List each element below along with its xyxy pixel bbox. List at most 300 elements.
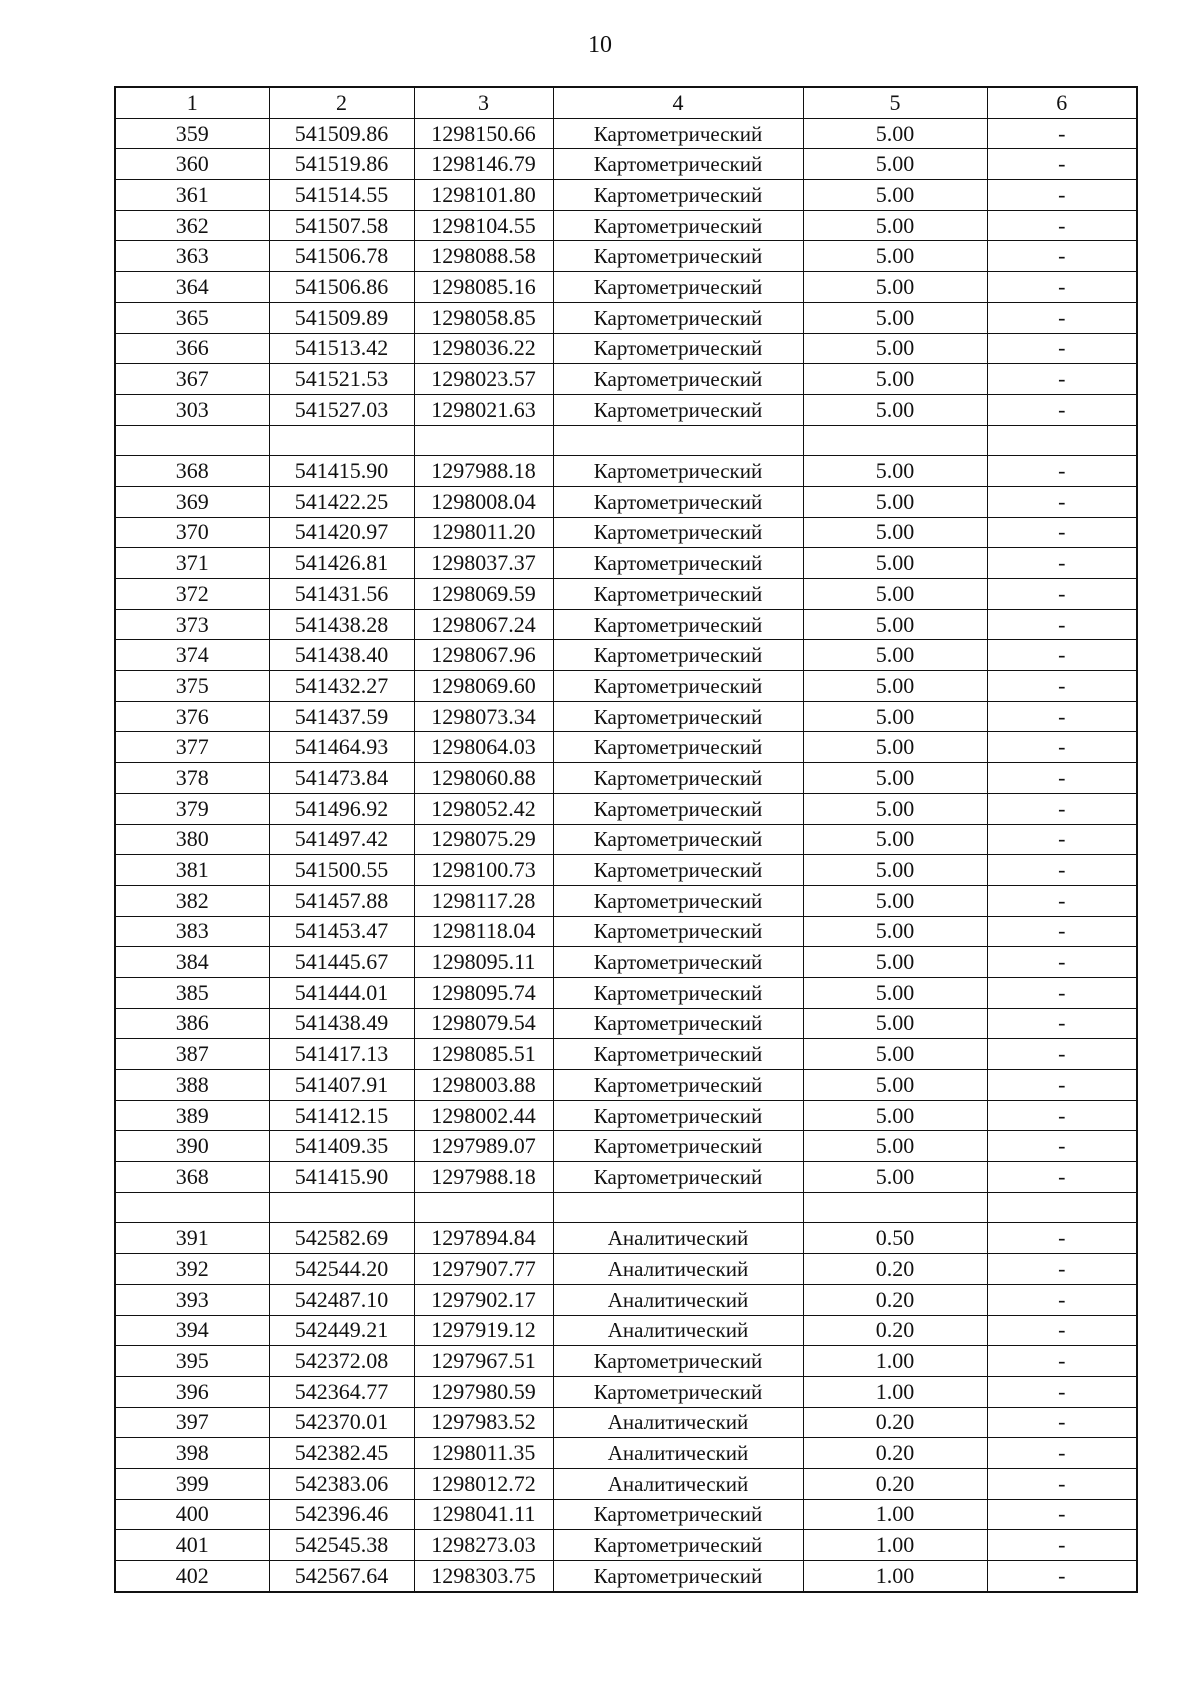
y-coordinate-cell bbox=[414, 1192, 553, 1223]
note-cell: - bbox=[987, 241, 1137, 272]
method-cell: Картометрический bbox=[553, 609, 803, 640]
method-cell: Картометрический bbox=[553, 1162, 803, 1193]
note-cell: - bbox=[987, 1008, 1137, 1039]
method-cell: Картометрический bbox=[553, 364, 803, 395]
point-number-cell: 370 bbox=[115, 517, 269, 548]
point-number-cell: 369 bbox=[115, 486, 269, 517]
point-number-cell: 380 bbox=[115, 824, 269, 855]
table-row bbox=[115, 1561, 1137, 1592]
point-number-cell: 385 bbox=[115, 977, 269, 1008]
note-cell: - bbox=[987, 1468, 1137, 1499]
accuracy-cell: 5.00 bbox=[803, 118, 987, 149]
method-cell: Картометрический bbox=[553, 1561, 803, 1592]
note-cell: - bbox=[987, 732, 1137, 763]
point-number-cell: 365 bbox=[115, 302, 269, 333]
table-row bbox=[115, 456, 1137, 487]
y-coordinate-cell: 1298008.04 bbox=[414, 486, 553, 517]
table-row bbox=[115, 640, 1137, 671]
note-cell: - bbox=[987, 118, 1137, 149]
accuracy-cell: 5.00 bbox=[803, 180, 987, 211]
method-cell: Картометрический bbox=[553, 1100, 803, 1131]
y-coordinate-cell: 1298041.11 bbox=[414, 1499, 553, 1530]
y-coordinate-cell: 1298085.51 bbox=[414, 1039, 553, 1070]
point-number-cell: 363 bbox=[115, 241, 269, 272]
x-coordinate-cell: 541438.49 bbox=[269, 1008, 414, 1039]
y-coordinate-cell: 1298069.59 bbox=[414, 579, 553, 610]
accuracy-cell: 0.20 bbox=[803, 1468, 987, 1499]
accuracy-cell: 5.00 bbox=[803, 517, 987, 548]
table-row bbox=[115, 1162, 1137, 1193]
note-cell: - bbox=[987, 1376, 1137, 1407]
x-coordinate-cell: 542383.06 bbox=[269, 1468, 414, 1499]
point-number-cell: 399 bbox=[115, 1468, 269, 1499]
x-coordinate-cell: 541432.27 bbox=[269, 671, 414, 702]
x-coordinate-cell: 541409.35 bbox=[269, 1131, 414, 1162]
note-cell: - bbox=[987, 548, 1137, 579]
y-coordinate-cell: 1298100.73 bbox=[414, 855, 553, 886]
note-cell: - bbox=[987, 1561, 1137, 1592]
x-coordinate-cell: 542364.77 bbox=[269, 1376, 414, 1407]
x-coordinate-cell: 541438.28 bbox=[269, 609, 414, 640]
accuracy-cell: 0.20 bbox=[803, 1438, 987, 1469]
method-cell: Аналитический bbox=[553, 1468, 803, 1499]
method-cell: Картометрический bbox=[553, 241, 803, 272]
y-coordinate-cell: 1298023.57 bbox=[414, 364, 553, 395]
accuracy-cell: 5.00 bbox=[803, 456, 987, 487]
method-cell: Картометрический bbox=[553, 333, 803, 364]
note-cell: - bbox=[987, 1070, 1137, 1101]
method-cell: Аналитический bbox=[553, 1254, 803, 1285]
y-coordinate-cell: 1298011.20 bbox=[414, 517, 553, 548]
page-number: 10 bbox=[588, 32, 612, 58]
accuracy-cell: 1.00 bbox=[803, 1530, 987, 1561]
y-coordinate-cell: 1298067.96 bbox=[414, 640, 553, 671]
note-cell: - bbox=[987, 640, 1137, 671]
method-cell: Картометрический bbox=[553, 793, 803, 824]
table-header-row bbox=[115, 87, 1137, 118]
method-cell: Картометрический bbox=[553, 456, 803, 487]
point-number-cell: 361 bbox=[115, 180, 269, 211]
x-coordinate-cell: 541444.01 bbox=[269, 977, 414, 1008]
accuracy-cell: 5.00 bbox=[803, 241, 987, 272]
table-body bbox=[115, 87, 1137, 1592]
table-row bbox=[115, 671, 1137, 702]
x-coordinate-cell: 542449.21 bbox=[269, 1315, 414, 1346]
note-cell: - bbox=[987, 824, 1137, 855]
method-cell: Аналитический bbox=[553, 1407, 803, 1438]
column-header: 4 bbox=[553, 87, 803, 118]
y-coordinate-cell: 1298011.35 bbox=[414, 1438, 553, 1469]
accuracy-cell: 0.50 bbox=[803, 1223, 987, 1254]
point-number-cell: 373 bbox=[115, 609, 269, 640]
y-coordinate-cell: 1298118.04 bbox=[414, 916, 553, 947]
table-row bbox=[115, 885, 1137, 916]
x-coordinate-cell: 541415.90 bbox=[269, 456, 414, 487]
point-number-cell: 360 bbox=[115, 149, 269, 180]
y-coordinate-cell: 1298095.11 bbox=[414, 947, 553, 978]
y-coordinate-cell: 1298146.79 bbox=[414, 149, 553, 180]
y-coordinate-cell: 1298104.55 bbox=[414, 210, 553, 241]
x-coordinate-cell: 541509.86 bbox=[269, 118, 414, 149]
note-cell: - bbox=[987, 1284, 1137, 1315]
x-coordinate-cell: 541507.58 bbox=[269, 210, 414, 241]
table-row bbox=[115, 977, 1137, 1008]
accuracy-cell bbox=[803, 425, 987, 456]
x-coordinate-cell: 541506.86 bbox=[269, 272, 414, 303]
accuracy-cell: 5.00 bbox=[803, 210, 987, 241]
accuracy-cell: 5.00 bbox=[803, 579, 987, 610]
method-cell: Картометрический bbox=[553, 1039, 803, 1070]
y-coordinate-cell: 1298012.72 bbox=[414, 1468, 553, 1499]
x-coordinate-cell: 542372.08 bbox=[269, 1346, 414, 1377]
method-cell: Картометрический bbox=[553, 1499, 803, 1530]
note-cell: - bbox=[987, 456, 1137, 487]
column-header: 5 bbox=[803, 87, 987, 118]
accuracy-cell: 5.00 bbox=[803, 824, 987, 855]
table-row bbox=[115, 1438, 1137, 1469]
method-cell: Картометрический bbox=[553, 1070, 803, 1101]
x-coordinate-cell: 542396.46 bbox=[269, 1499, 414, 1530]
table-row bbox=[115, 1254, 1137, 1285]
table-row bbox=[115, 793, 1137, 824]
note-cell: - bbox=[987, 1499, 1137, 1530]
table-row bbox=[115, 1039, 1137, 1070]
table-row bbox=[115, 1468, 1137, 1499]
method-cell: Аналитический bbox=[553, 1223, 803, 1254]
accuracy-cell: 5.00 bbox=[803, 640, 987, 671]
x-coordinate-cell: 542567.64 bbox=[269, 1561, 414, 1592]
x-coordinate-cell bbox=[269, 425, 414, 456]
table-row bbox=[115, 394, 1137, 425]
y-coordinate-cell: 1298150.66 bbox=[414, 118, 553, 149]
point-number-cell: 397 bbox=[115, 1407, 269, 1438]
note-cell: - bbox=[987, 1407, 1137, 1438]
method-cell: Картометрический bbox=[553, 149, 803, 180]
note-cell: - bbox=[987, 1131, 1137, 1162]
x-coordinate-cell: 541422.25 bbox=[269, 486, 414, 517]
y-coordinate-cell: 1298117.28 bbox=[414, 885, 553, 916]
method-cell: Картометрический bbox=[553, 701, 803, 732]
note-cell: - bbox=[987, 302, 1137, 333]
table-row bbox=[115, 701, 1137, 732]
point-number-cell: 371 bbox=[115, 548, 269, 579]
point-number-cell bbox=[115, 425, 269, 456]
point-number-cell: 395 bbox=[115, 1346, 269, 1377]
y-coordinate-cell: 1298273.03 bbox=[414, 1530, 553, 1561]
table-separator-row bbox=[115, 425, 1137, 456]
table-row bbox=[115, 272, 1137, 303]
table-row bbox=[115, 210, 1137, 241]
accuracy-cell: 5.00 bbox=[803, 1039, 987, 1070]
table-row bbox=[115, 855, 1137, 886]
y-coordinate-cell: 1298003.88 bbox=[414, 1070, 553, 1101]
table-row bbox=[115, 364, 1137, 395]
y-coordinate-cell: 1297907.77 bbox=[414, 1254, 553, 1285]
accuracy-cell: 5.00 bbox=[803, 947, 987, 978]
accuracy-cell: 5.00 bbox=[803, 1100, 987, 1131]
note-cell: - bbox=[987, 149, 1137, 180]
note-cell: - bbox=[987, 671, 1137, 702]
method-cell: Картометрический bbox=[553, 916, 803, 947]
method-cell bbox=[553, 425, 803, 456]
note-cell: - bbox=[987, 180, 1137, 211]
note-cell: - bbox=[987, 885, 1137, 916]
method-cell: Картометрический bbox=[553, 302, 803, 333]
table-row bbox=[115, 579, 1137, 610]
table-row bbox=[115, 732, 1137, 763]
x-coordinate-cell: 541464.93 bbox=[269, 732, 414, 763]
x-coordinate-cell: 541415.90 bbox=[269, 1162, 414, 1193]
method-cell: Картометрический bbox=[553, 1346, 803, 1377]
note-cell: - bbox=[987, 333, 1137, 364]
x-coordinate-cell: 542545.38 bbox=[269, 1530, 414, 1561]
note-cell: - bbox=[987, 486, 1137, 517]
table-row bbox=[115, 241, 1137, 272]
note-cell: - bbox=[987, 1530, 1137, 1561]
y-coordinate-cell: 1297988.18 bbox=[414, 456, 553, 487]
method-cell: Картометрический bbox=[553, 640, 803, 671]
method-cell: Картометрический bbox=[553, 118, 803, 149]
point-number-cell: 378 bbox=[115, 763, 269, 794]
y-coordinate-cell: 1298064.03 bbox=[414, 732, 553, 763]
point-number-cell: 359 bbox=[115, 118, 269, 149]
note-cell: - bbox=[987, 272, 1137, 303]
accuracy-cell: 0.20 bbox=[803, 1254, 987, 1285]
x-coordinate-cell: 541506.78 bbox=[269, 241, 414, 272]
x-coordinate-cell: 541407.91 bbox=[269, 1070, 414, 1101]
point-number-cell: 366 bbox=[115, 333, 269, 364]
method-cell: Картометрический bbox=[553, 1008, 803, 1039]
table-row bbox=[115, 302, 1137, 333]
point-number-cell: 384 bbox=[115, 947, 269, 978]
table-row bbox=[115, 517, 1137, 548]
accuracy-cell: 5.00 bbox=[803, 486, 987, 517]
method-cell: Картометрический bbox=[553, 855, 803, 886]
table-row bbox=[115, 1346, 1137, 1377]
x-coordinate-cell: 541500.55 bbox=[269, 855, 414, 886]
y-coordinate-cell: 1298088.58 bbox=[414, 241, 553, 272]
point-number-cell: 379 bbox=[115, 793, 269, 824]
x-coordinate-cell: 542382.45 bbox=[269, 1438, 414, 1469]
point-number-cell: 402 bbox=[115, 1561, 269, 1592]
accuracy-cell: 1.00 bbox=[803, 1376, 987, 1407]
y-coordinate-cell: 1297902.17 bbox=[414, 1284, 553, 1315]
x-coordinate-cell: 541514.55 bbox=[269, 180, 414, 211]
y-coordinate-cell bbox=[414, 425, 553, 456]
accuracy-cell: 5.00 bbox=[803, 977, 987, 1008]
accuracy-cell: 5.00 bbox=[803, 763, 987, 794]
y-coordinate-cell: 1297988.18 bbox=[414, 1162, 553, 1193]
x-coordinate-cell: 542582.69 bbox=[269, 1223, 414, 1254]
y-coordinate-cell: 1298060.88 bbox=[414, 763, 553, 794]
point-number-cell: 388 bbox=[115, 1070, 269, 1101]
point-number-cell: 398 bbox=[115, 1438, 269, 1469]
x-coordinate-cell: 541437.59 bbox=[269, 701, 414, 732]
table-row bbox=[115, 1284, 1137, 1315]
point-number-cell: 387 bbox=[115, 1039, 269, 1070]
accuracy-cell bbox=[803, 1192, 987, 1223]
accuracy-cell: 5.00 bbox=[803, 701, 987, 732]
note-cell: - bbox=[987, 977, 1137, 1008]
x-coordinate-cell: 541426.81 bbox=[269, 548, 414, 579]
note-cell: - bbox=[987, 1315, 1137, 1346]
accuracy-cell: 0.20 bbox=[803, 1315, 987, 1346]
table-row bbox=[115, 947, 1137, 978]
point-number-cell: 377 bbox=[115, 732, 269, 763]
x-coordinate-cell: 542370.01 bbox=[269, 1407, 414, 1438]
method-cell: Картометрический bbox=[553, 486, 803, 517]
accuracy-cell: 0.20 bbox=[803, 1284, 987, 1315]
method-cell: Аналитический bbox=[553, 1438, 803, 1469]
x-coordinate-cell: 541445.67 bbox=[269, 947, 414, 978]
accuracy-cell: 5.00 bbox=[803, 333, 987, 364]
x-coordinate-cell: 541453.47 bbox=[269, 916, 414, 947]
method-cell: Картометрический bbox=[553, 579, 803, 610]
table-separator-row bbox=[115, 1192, 1137, 1223]
x-coordinate-cell: 541527.03 bbox=[269, 394, 414, 425]
note-cell: - bbox=[987, 1223, 1137, 1254]
accuracy-cell: 5.00 bbox=[803, 1131, 987, 1162]
accuracy-cell: 5.00 bbox=[803, 885, 987, 916]
accuracy-cell: 1.00 bbox=[803, 1499, 987, 1530]
y-coordinate-cell: 1298058.85 bbox=[414, 302, 553, 333]
point-number-cell: 303 bbox=[115, 394, 269, 425]
method-cell: Картометрический bbox=[553, 977, 803, 1008]
note-cell: - bbox=[987, 517, 1137, 548]
table-row bbox=[115, 149, 1137, 180]
x-coordinate-cell: 541420.97 bbox=[269, 517, 414, 548]
table-row bbox=[115, 180, 1137, 211]
x-coordinate-cell bbox=[269, 1192, 414, 1223]
accuracy-cell: 5.00 bbox=[803, 609, 987, 640]
accuracy-cell: 1.00 bbox=[803, 1346, 987, 1377]
table-row bbox=[115, 1376, 1137, 1407]
table-row bbox=[115, 1008, 1137, 1039]
accuracy-cell: 5.00 bbox=[803, 732, 987, 763]
note-cell: - bbox=[987, 364, 1137, 395]
y-coordinate-cell: 1297980.59 bbox=[414, 1376, 553, 1407]
note-cell: - bbox=[987, 701, 1137, 732]
y-coordinate-cell: 1298036.22 bbox=[414, 333, 553, 364]
method-cell: Картометрический bbox=[553, 1376, 803, 1407]
x-coordinate-cell: 541521.53 bbox=[269, 364, 414, 395]
note-cell: - bbox=[987, 763, 1137, 794]
coordinates-table bbox=[114, 86, 1138, 1593]
table-row bbox=[115, 763, 1137, 794]
table-row bbox=[115, 118, 1137, 149]
accuracy-cell: 5.00 bbox=[803, 793, 987, 824]
note-cell: - bbox=[987, 947, 1137, 978]
method-cell: Картометрический bbox=[553, 517, 803, 548]
y-coordinate-cell: 1298073.34 bbox=[414, 701, 553, 732]
point-number-cell: 364 bbox=[115, 272, 269, 303]
point-number-cell: 391 bbox=[115, 1223, 269, 1254]
note-cell bbox=[987, 425, 1137, 456]
table-row bbox=[115, 1530, 1137, 1561]
note-cell: - bbox=[987, 793, 1137, 824]
accuracy-cell: 5.00 bbox=[803, 1070, 987, 1101]
accuracy-cell: 5.00 bbox=[803, 1008, 987, 1039]
method-cell: Картометрический bbox=[553, 885, 803, 916]
table-row bbox=[115, 1070, 1137, 1101]
accuracy-cell: 5.00 bbox=[803, 1162, 987, 1193]
note-cell bbox=[987, 1192, 1137, 1223]
point-number-cell: 375 bbox=[115, 671, 269, 702]
y-coordinate-cell: 1298085.16 bbox=[414, 272, 553, 303]
accuracy-cell: 5.00 bbox=[803, 855, 987, 886]
table-row bbox=[115, 1315, 1137, 1346]
y-coordinate-cell: 1297989.07 bbox=[414, 1131, 553, 1162]
table-row bbox=[115, 1131, 1137, 1162]
note-cell: - bbox=[987, 210, 1137, 241]
x-coordinate-cell: 542487.10 bbox=[269, 1284, 414, 1315]
point-number-cell: 401 bbox=[115, 1530, 269, 1561]
y-coordinate-cell: 1297919.12 bbox=[414, 1315, 553, 1346]
point-number-cell: 376 bbox=[115, 701, 269, 732]
y-coordinate-cell: 1298021.63 bbox=[414, 394, 553, 425]
table-row bbox=[115, 548, 1137, 579]
note-cell: - bbox=[987, 1039, 1137, 1070]
y-coordinate-cell: 1298303.75 bbox=[414, 1561, 553, 1592]
accuracy-cell: 1.00 bbox=[803, 1561, 987, 1592]
point-number-cell: 396 bbox=[115, 1376, 269, 1407]
method-cell: Аналитический bbox=[553, 1315, 803, 1346]
x-coordinate-cell: 541457.88 bbox=[269, 885, 414, 916]
table-row bbox=[115, 609, 1137, 640]
y-coordinate-cell: 1298069.60 bbox=[414, 671, 553, 702]
method-cell: Картометрический bbox=[553, 548, 803, 579]
accuracy-cell: 5.00 bbox=[803, 302, 987, 333]
point-number-cell: 393 bbox=[115, 1284, 269, 1315]
accuracy-cell: 0.20 bbox=[803, 1407, 987, 1438]
y-coordinate-cell: 1298052.42 bbox=[414, 793, 553, 824]
column-header: 3 bbox=[414, 87, 553, 118]
x-coordinate-cell: 541412.15 bbox=[269, 1100, 414, 1131]
point-number-cell: 383 bbox=[115, 916, 269, 947]
point-number-cell: 382 bbox=[115, 885, 269, 916]
method-cell: Картометрический bbox=[553, 824, 803, 855]
method-cell: Картометрический bbox=[553, 272, 803, 303]
x-coordinate-cell: 541417.13 bbox=[269, 1039, 414, 1070]
method-cell: Картометрический bbox=[553, 947, 803, 978]
x-coordinate-cell: 541519.86 bbox=[269, 149, 414, 180]
table-row bbox=[115, 333, 1137, 364]
x-coordinate-cell: 542544.20 bbox=[269, 1254, 414, 1285]
point-number-cell: 392 bbox=[115, 1254, 269, 1285]
point-number-cell: 400 bbox=[115, 1499, 269, 1530]
y-coordinate-cell: 1298037.37 bbox=[414, 548, 553, 579]
y-coordinate-cell: 1297967.51 bbox=[414, 1346, 553, 1377]
column-header: 1 bbox=[115, 87, 269, 118]
note-cell: - bbox=[987, 1254, 1137, 1285]
note-cell: - bbox=[987, 916, 1137, 947]
accuracy-cell: 5.00 bbox=[803, 149, 987, 180]
point-number-cell: 381 bbox=[115, 855, 269, 886]
accuracy-cell: 5.00 bbox=[803, 394, 987, 425]
note-cell: - bbox=[987, 394, 1137, 425]
note-cell: - bbox=[987, 1100, 1137, 1131]
table-row bbox=[115, 1223, 1137, 1254]
note-cell: - bbox=[987, 1346, 1137, 1377]
note-cell: - bbox=[987, 1438, 1137, 1469]
method-cell: Картометрический bbox=[553, 210, 803, 241]
point-number-cell: 386 bbox=[115, 1008, 269, 1039]
y-coordinate-cell: 1298095.74 bbox=[414, 977, 553, 1008]
method-cell: Картометрический bbox=[553, 1530, 803, 1561]
point-number-cell: 362 bbox=[115, 210, 269, 241]
x-coordinate-cell: 541509.89 bbox=[269, 302, 414, 333]
x-coordinate-cell: 541431.56 bbox=[269, 579, 414, 610]
